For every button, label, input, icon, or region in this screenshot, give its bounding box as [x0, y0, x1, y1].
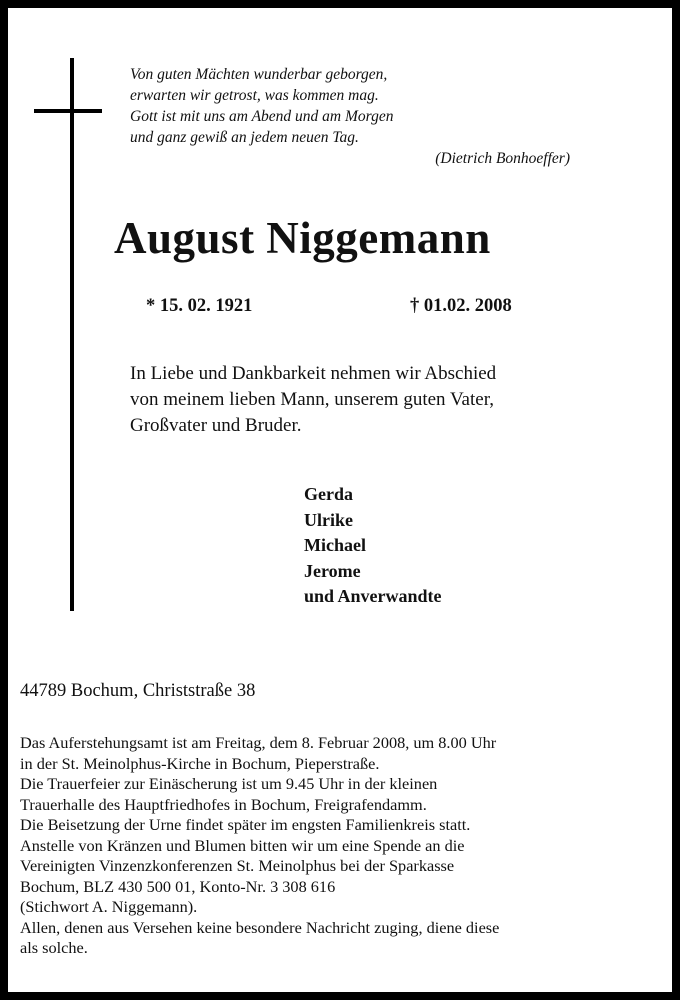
cross-icon-bar	[34, 109, 102, 113]
notice-line: Trauerhalle des Hauptfriedhofes in Bochum, Freigrafendamm.	[20, 794, 427, 814]
notice-line: Anstelle von Kränzen und Blumen bitten wir um eine Spende an die	[20, 835, 465, 855]
poem-line: und ganz gewiß an jedem neuen Tag.	[130, 129, 359, 146]
poem-line: erwarten wir getrost, was kommen mag.	[130, 87, 379, 104]
poem-line: Gott ist mit uns am Abend und am Morgen	[130, 108, 394, 125]
notice-line: Die Beisetzung der Urne findet später im engsten Familienkreis statt.	[20, 815, 471, 834]
notice-line: Die Trauerfeier zur Einäscherung ist um 9.45 Uhr in der kleinen	[20, 774, 438, 793]
family-member: Michael	[304, 535, 366, 555]
cross-icon	[70, 58, 74, 611]
notice-line: Bochum, BLZ 430 500 01, Konto-Nr. 3 308 616	[20, 876, 336, 896]
poem-author: (Dietrich Bonhoeffer)	[435, 150, 570, 167]
poem-line: Von guten Mächten wunderbar geborgen,	[130, 66, 388, 83]
notice-line: Allen, denen aus Versehen keine besondere Nachricht zuging, diene diese	[20, 917, 500, 937]
poem-quote	[130, 64, 570, 169]
farewell-text	[130, 361, 610, 439]
deceased-name: August Niggemann	[114, 213, 491, 263]
family-member: Ulrike	[304, 509, 353, 530]
family-member: Gerda	[304, 484, 353, 504]
notice-line: als solche.	[20, 938, 88, 957]
farewell-line: von meinem lieben Mann, unserem guten Vater,	[130, 389, 495, 410]
family-names	[304, 482, 442, 610]
birth-date: * 15. 02. 1921	[146, 296, 253, 316]
farewell-line: In Liebe und Dankbarkeit nehmen wir Abschied	[130, 363, 497, 384]
death-date: † 01.02. 2008	[410, 296, 512, 316]
service-notice	[20, 733, 660, 959]
notice-line: Das Auferstehungsamt ist am Freitag, dem 8. Februar 2008, um 8.00 Uhr	[20, 733, 497, 752]
notice-line: Vereinigten Vinzenzkonferenzen St. Meinolphus bei der Sparkasse	[20, 856, 455, 875]
notice-line: (Stichwort A. Niggemann).	[20, 897, 198, 916]
farewell-line: Großvater und Bruder.	[130, 415, 302, 436]
address: 44789 Bochum, Christstraße 38	[20, 681, 256, 701]
family-member: und Anverwandte	[304, 586, 442, 606]
family-member: Jerome	[304, 560, 361, 581]
notice-line: in der St. Meinolphus-Kirche in Bochum, Pieperstraße.	[20, 753, 380, 773]
